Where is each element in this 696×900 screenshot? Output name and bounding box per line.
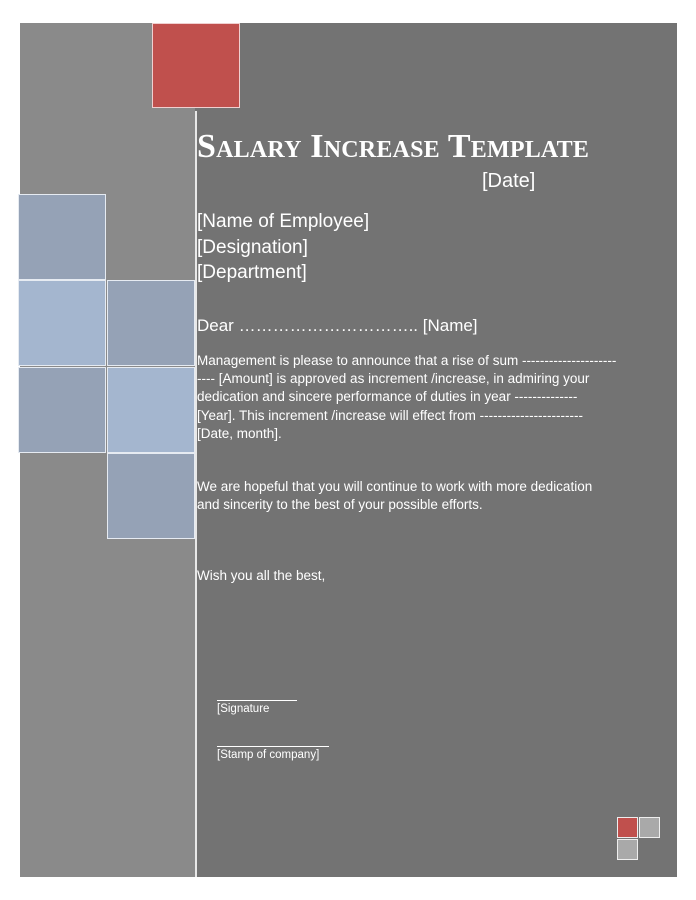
decor-tile [107,280,195,366]
decor-tile [107,367,195,453]
decor-tile [18,367,106,453]
closing-line: Wish you all the best, [197,568,326,583]
body-paragraph-1: Management is please to announce that a rise of sum ------------------------- [Amount] is approved as increment /increase, in admiring your dedication and sincere performance of duties in year -------------- [Year]. This increment /increase will effect from ----------------------- [Date, month]. [197,353,617,441]
signature-label: [Signature [217,703,270,715]
corner-tile [639,817,660,838]
employee-designation: [Designation] [197,236,308,258]
decor-tile [107,453,195,539]
corner-tile-red [617,817,638,838]
employee-name: [Name of Employee] [197,211,370,232]
employee-department: [Department] [197,262,307,283]
date-field: [Date] [482,170,536,192]
document-title: Salary Increase Template [197,128,590,165]
salutation: Dear ………………………….. [Name] [197,316,478,335]
decor-tile [18,194,106,280]
decor-tile [18,280,106,366]
red-header-tab [152,23,240,108]
signature-line [217,700,297,701]
stamp-label: [Stamp of company] [217,749,320,761]
corner-tile [617,839,638,860]
stamp-line [217,746,329,747]
recipient-block [197,209,369,286]
body-paragraph-2: We are hopeful that you will continue to work with more dedication and sincerity to the best of your possible efforts. [197,479,593,513]
